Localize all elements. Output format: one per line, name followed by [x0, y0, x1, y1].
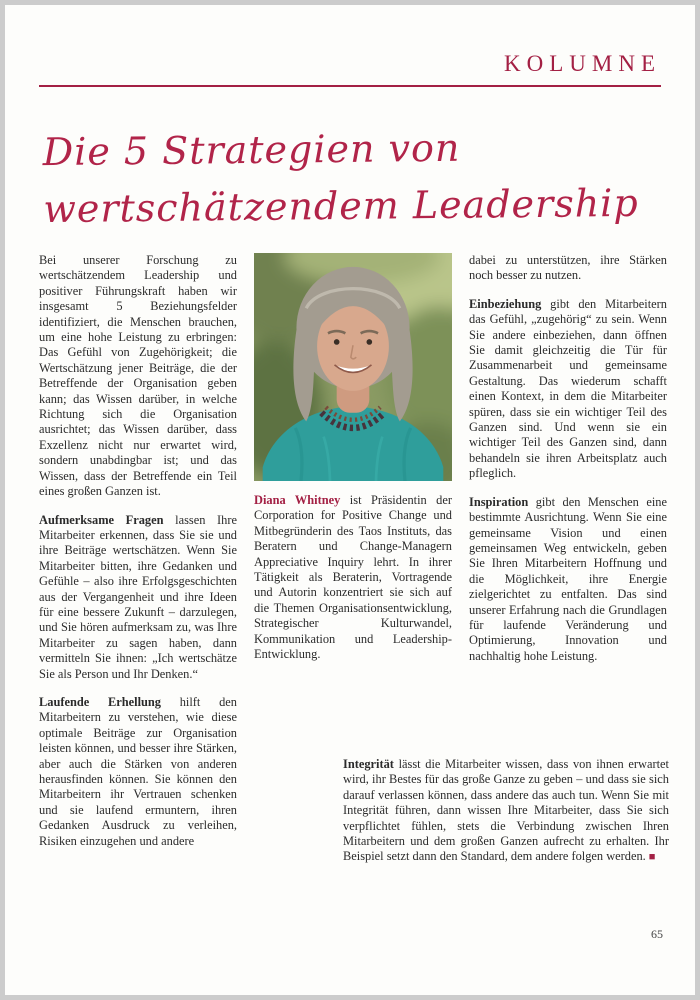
- paragraph-lead: Aufmerksame Fragen: [39, 512, 164, 527]
- paragraph-aufmerksame-fragen: [39, 513, 237, 682]
- photo-caption: [254, 493, 452, 662]
- paragraph-text: lässt die Mitarbeiter wissen, dass von ihnen erwartet wird, ihr Bestes für das große Ganze zu geben – und dass sie sich darauf verlassen können, dass andere das auch tun. Wenn Sie mit Integrität führen, dann wissen Ihre Mitarbeiter, dass Sie sich verpflichtet fühlen, stets die Verbindung zwischen Ihren Mitarbeitern und dem großen Ganzen aufrecht zu erhalten. Ihr Beispiel setzt dann den Standard, dem andere folgen werden.: [343, 757, 669, 864]
- paragraph-text: Bei unserer Forschung zu wertschätzendem Leadership und positiver Führungskraft haben wir insgesamt 5 Beziehungsfelder identifiziert, die Menschen brauchen, um eine hohe Leistung zu erbringen: Das Gefühl von Zugehörigkeit; die Wertschätzung jener Beiträge, die der Betreffende der Organisation geben kann; das Wissen darüber, in welche Richtung sich die Organisation ausrichtet; das Wissen darüber, dass Exzellenz nicht nur erwartet wird, sondern unabdingbar ist; und das Wissen, dass der Betreffende ein Teil eines großen Ganzen ist.: [39, 253, 237, 499]
- paragraph-lead: Integrität: [343, 757, 394, 771]
- page-number: 65: [651, 927, 663, 941]
- column-left: [39, 253, 237, 862]
- continuation-paragraph: [469, 253, 667, 284]
- paragraph-lead: Einbeziehung: [469, 296, 542, 311]
- paragraph-integritaet: [343, 757, 669, 866]
- column-right: [469, 253, 667, 677]
- column-middle: [254, 253, 452, 675]
- photo-caption-text: ist Präsidentin der Corporation for Positive Change und Mitbegründerin des Taos Instituts, das Beratern und Change-Managern Appreciative Inquiry lehrt. In ihrer Tätigkeit als Beraterin, Vortragende und Autorin konzentriert sie sich auf die Themen Organisationsentwicklung, Strategischer Kulturwandel, Kommunikation und Leadership-Entwicklung.: [254, 493, 452, 662]
- paragraph-lead: Laufende Erhellung: [39, 694, 161, 709]
- portrait-photo: [254, 253, 452, 481]
- magazine-page: [5, 5, 695, 995]
- paragraph-text: hilft den Mitarbeitern zu verstehen, wie diese optimale Beiträge zur Organisation leisten können, und besser ihre Stärken, aber auch die Stärken von anderen herausfinden können. Sie können den Mitarbeitern ihr Vertrauen schenken und sie laufend ermuntern, ihren Gedanken Ausdruck zu verleihen, Risiken einzugehen und andere: [39, 694, 237, 848]
- section-kicker: KOLUMNE: [504, 51, 661, 76]
- paragraph-text: dabei zu unterstützen, ihre Stärken noch besser zu nutzen.: [469, 253, 667, 283]
- article-title-line2: wertschätzendem Leadership: [43, 180, 639, 232]
- article-title: [42, 118, 639, 238]
- photo-caption-name: Diana Whitney: [254, 493, 341, 507]
- paragraph-text: gibt den Mitarbeitern das Gefühl, „zugehörig“ zu sein. Wenn Sie andere einbeziehen, dann öffnen Sie damit gleichzeitig die Tür für Zusammenarbeit und gemeinsame Gestaltung. Das wiederum schafft einen Kontext, in dem die Mitarbeiter spüren, dass sie ein wichtiger Teil des Ganzen sind. Und wenn sie ein wichtiger Teil des Ganzen sind, dann behandeln sie ihren Arbeitsplatz auch pfleglich.: [469, 296, 667, 481]
- article-title-line1: Die 5 Strategien von: [42, 125, 461, 175]
- paragraph-lead: Inspiration: [469, 494, 529, 509]
- paragraph-text: gibt den Menschen eine bestimmte Ausrichtung. Wenn Sie eine gemeinsame Vision und einen gemeinsamen Weg entwickeln, geben Sie Ihren Mitarbeitern Hoffnung und die Möglichkeit, ihre Energie zielgerichtet zu entfalten. Das sind unserer Erfahrung nach die Grundlagen für laufende Veränderung und Optimierung, Innovation und nachhaltig hohe Leistung.: [469, 494, 667, 663]
- header-rule: [39, 85, 661, 87]
- paragraph-laufende-erhellung: [39, 695, 237, 849]
- paragraph-inspiration: [469, 495, 667, 664]
- portrait-photo-image: [254, 253, 452, 481]
- paragraph-einbeziehung: [469, 297, 667, 482]
- intro-paragraph: [39, 253, 237, 500]
- paragraph-text: lassen Ihre Mitarbeiter erkennen, dass Sie sie und ihre Beiträge wertschätzen. Wenn Sie Mitarbeiter bitten, ihre Gedanken und Gefühle – also ihre Erfolgsgeschichten aus der Vergangenheit und ihre Ideen für eine bessere Zukunft – darzulegen, und Sie hören aufmerksam zu, was Ihre Mitarbeiter zu sagen haben, dann vermitteln Sie ihnen: „Ich wertschätze Sie als Person und Ihr Denken.“: [39, 512, 237, 681]
- article-end-mark: ■: [648, 851, 656, 864]
